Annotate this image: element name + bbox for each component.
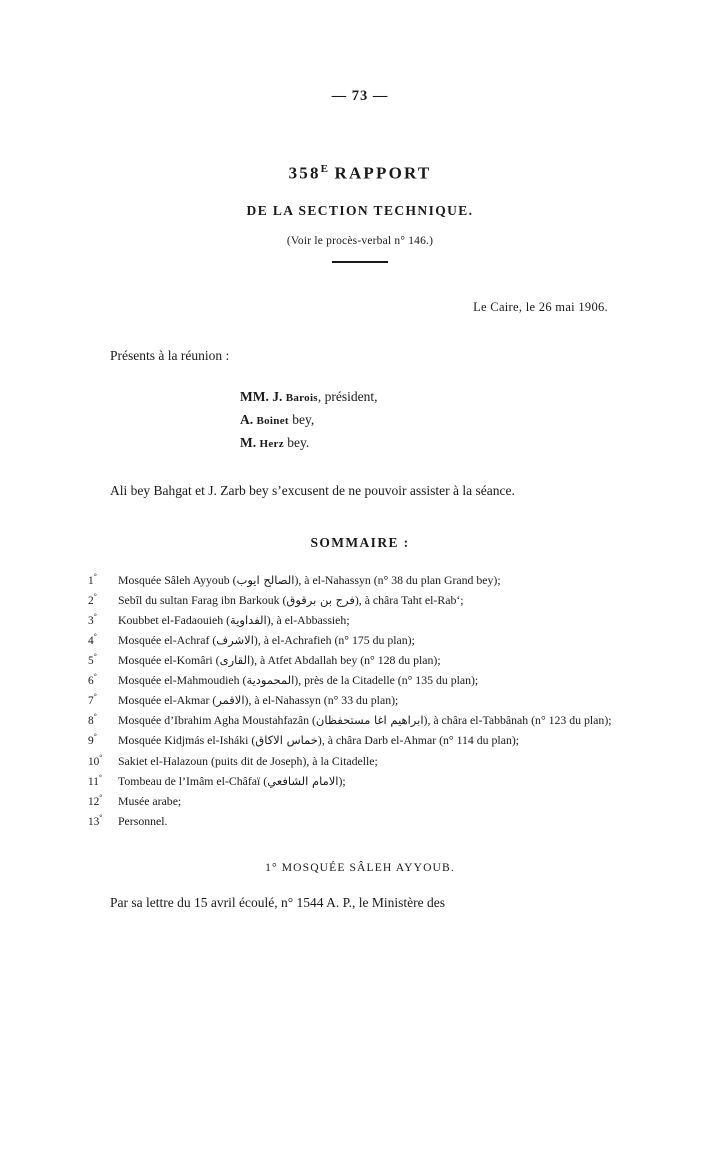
item-arabic: الاقمر: [216, 693, 245, 708]
report-reference: (Voir le procès-verbal n° 146.): [286, 234, 434, 247]
report-number: 358: [288, 163, 321, 183]
item-text-before: Mosquée d’Ibrahim Agha Moustahfazân (: [118, 713, 316, 728]
item-number: 2°: [88, 591, 97, 607]
item-number: 13°: [88, 812, 103, 828]
item-text-before: Mosquée el-Achraf (: [118, 632, 217, 647]
summary-heading: SOMMAIRE :: [310, 534, 410, 550]
dateline: Le Caire, le 26 mai 1906.: [473, 299, 608, 314]
list-item: [88, 812, 632, 831]
report-title-word: RAPPORT: [328, 163, 432, 183]
member-name: Barois: [285, 391, 318, 404]
item-text-after: ), à el-Achrafieh (n° 175 du plan);: [253, 632, 415, 647]
item-number: 4°: [88, 631, 97, 647]
attendance-member: [240, 431, 632, 454]
attendance-member: [240, 408, 632, 431]
document-page: [0, 88, 720, 1170]
degree-mark: °: [99, 792, 103, 802]
item-number: 6°: [88, 672, 97, 687]
item-text-before: Koubbet el-Fadaouieh (: [118, 612, 231, 627]
item-text-after: ), à el-Nahassyn (n° 33 du plan);: [244, 693, 399, 708]
item-number: 12°: [88, 792, 103, 808]
member-prefix: A.: [240, 411, 257, 427]
member-role: bey,: [288, 411, 315, 427]
member-role: , président,: [317, 388, 378, 404]
item-text-before: Mosquée el-Mahmoudieh (: [118, 673, 247, 688]
item-text-before: Sakiet el-Halazoun (puits dit de Joseph), à la Citadelle;: [118, 753, 378, 768]
section-paragraph-text: Par sa lettre du 15 avril écoulé, n° 1544 A. P., le Ministère des: [110, 894, 445, 910]
item-text-before: Personnel.: [118, 813, 168, 828]
excused-text: Ali bey Bahgat et J. Zarb bey s’excusent de ne pouvoir assister à la séance.: [110, 483, 515, 499]
item-arabic: خماس الاكاق: [255, 733, 318, 748]
page-number: — 73 —: [331, 88, 389, 104]
summary-list: [88, 571, 632, 831]
item-text-before: Mosquée el-Komâri (: [118, 653, 220, 667]
degree-mark: °: [99, 752, 103, 762]
item-arabic: الامام الشافعي: [267, 773, 339, 788]
item-arabic: الفداوية: [230, 612, 267, 627]
list-item: [88, 671, 632, 690]
item-number: 7°: [88, 692, 97, 707]
item-text-before: Tombeau de l’Imâm el-Châfaï (: [118, 773, 268, 788]
section-paragraph: [88, 893, 632, 913]
degree-mark: °: [93, 692, 97, 702]
item-number: 8°: [88, 712, 97, 728]
attendance-member: [240, 385, 632, 408]
degree-mark: °: [93, 591, 97, 601]
item-text-before: Sebîl du sultan Farag ibn Barkouk (: [118, 592, 287, 607]
attendance-intro: Présents à la réunion :: [110, 347, 230, 363]
member-name: Boinet: [256, 414, 289, 427]
degree-mark: °: [93, 631, 97, 641]
member-name: Herz: [259, 438, 284, 451]
list-item: [88, 571, 632, 590]
degree-mark: °: [93, 652, 97, 661]
member-role: bey.: [283, 435, 310, 451]
item-number: 3°: [88, 611, 97, 627]
degree-mark: °: [98, 772, 103, 782]
report-header: [88, 163, 632, 263]
item-text-after: ), à el-Nahassyn (n° 38 du plan Grand bey);: [294, 572, 501, 587]
item-arabic: المحمودية: [246, 673, 295, 688]
item-arabic: فرج بن برقوق: [286, 592, 355, 607]
item-arabic: الصالح ايوب: [236, 572, 295, 587]
item-text-after: ), à châra el-Tabbânah (n° 123 du plan);: [423, 713, 612, 728]
item-text-after: ), à el-Abbassieh;: [266, 612, 350, 627]
item-arabic: الاشرف: [216, 632, 254, 647]
item-number: 9°: [88, 732, 97, 748]
item-text-after: ), à châra Taht el-Rab‘;: [354, 592, 464, 607]
list-item: [88, 691, 632, 710]
list-item: [88, 731, 632, 750]
report-number-suffix: E: [320, 163, 329, 175]
item-text-after: ), à châra Darb el-Ahmar (n° 114 du plan);: [317, 733, 520, 748]
list-item: [88, 631, 632, 650]
list-item: [88, 591, 632, 610]
item-text-before: Mosquée el-Akmar (: [118, 693, 217, 708]
item-number: 5°: [88, 652, 97, 667]
list-item: [88, 651, 632, 670]
section-heading: 1° MOSQUÉE SÂLEH AYYOUB.: [265, 860, 455, 874]
item-arabic: القارى: [219, 653, 251, 667]
list-item: [88, 772, 632, 791]
item-number: 10°: [88, 752, 103, 768]
item-text-after: );: [338, 773, 346, 788]
item-number: 11°: [88, 772, 103, 788]
list-item: [88, 752, 632, 771]
list-item: [88, 711, 632, 730]
degree-mark: °: [93, 571, 97, 581]
degree-mark: °: [99, 812, 103, 822]
item-text-before: Mosquée Sâleh Ayyoub (: [118, 572, 237, 587]
item-number: 1°: [88, 571, 97, 587]
report-title: [88, 163, 632, 184]
item-arabic: ابراهيم اغا مستحفظان: [315, 713, 424, 728]
attendance-list: [88, 385, 632, 455]
item-text-before: Mosquée Kidjmás el-Isháki (: [118, 733, 256, 748]
list-item: [88, 611, 632, 630]
item-text-before: Musée arabe;: [118, 793, 182, 808]
degree-mark: °: [93, 672, 97, 682]
item-text-after: ), près de la Citadelle (n° 135 du plan);: [294, 673, 479, 688]
item-text-after: ), à Atfet Abdallah bey (n° 128 du plan);: [250, 653, 441, 667]
member-prefix: M.: [240, 435, 260, 451]
divider-rule: [332, 261, 388, 263]
degree-mark: °: [93, 732, 97, 742]
report-subtitle: DE LA SECTION TECHNIQUE.: [246, 202, 474, 218]
excused-note: [88, 481, 632, 501]
degree-mark: °: [93, 611, 97, 621]
degree-mark: °: [93, 712, 97, 722]
member-prefix: MM. J.: [240, 388, 286, 404]
list-item: [88, 792, 632, 811]
